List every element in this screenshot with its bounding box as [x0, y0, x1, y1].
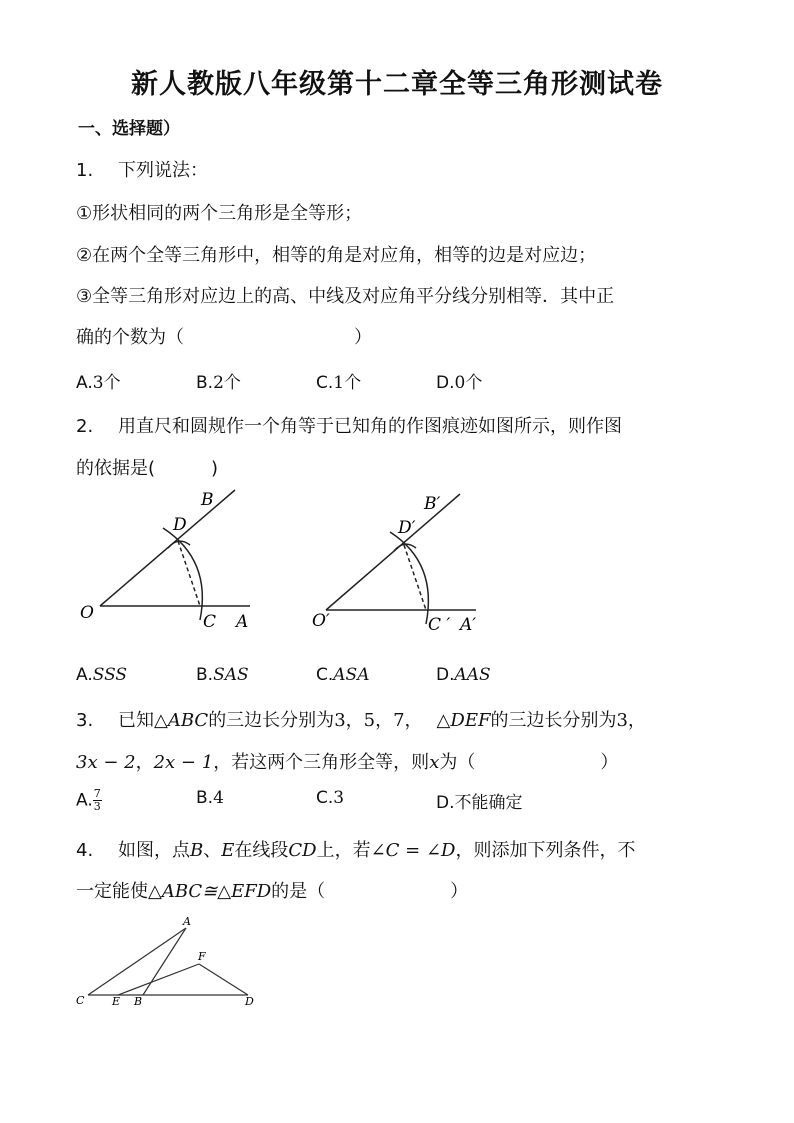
label-d-prime: D′	[398, 518, 416, 538]
segment-ca	[88, 928, 186, 995]
q3-option-b: B.4	[196, 788, 224, 808]
q2-question: 的依据是( )	[76, 458, 219, 479]
q1-statement-1: ①形状相同的两个三角形是全等形；	[76, 203, 363, 224]
q2-figures	[0, 480, 794, 640]
ray-ob	[100, 490, 235, 606]
q1-option-b: B.2个	[196, 373, 241, 393]
q1-option-c: C.1个	[316, 373, 362, 393]
label-o-prime: O′	[312, 611, 330, 631]
q3-stem: 3. 已知△ABC的三边长分别为3，5，7， △DEF的三边长分别为3，	[76, 710, 646, 731]
q4-number: 4.	[76, 840, 94, 861]
q3-number: 3.	[76, 710, 94, 731]
q4-question: 一定能使△ABC≅△EFD的是（ ）	[76, 881, 469, 902]
label-c-prime: C ′	[428, 615, 451, 635]
q4-figure	[0, 910, 794, 1020]
q1-option-d: D.0个	[436, 373, 483, 393]
q1-question: 确的个数为（ ）	[76, 327, 372, 348]
q2-option-d: D.AAS	[436, 665, 491, 685]
q1-stem: 1. 下列说法：	[76, 160, 208, 181]
q1-statement-2: ②在两个全等三角形中，相等的角是对应角，相等的边是对应边；	[76, 245, 597, 266]
q2-number: 2.	[76, 416, 94, 437]
q2-option-b: B.SAS	[196, 665, 249, 685]
segment-ef	[118, 964, 199, 995]
label-e: E	[112, 995, 121, 1008]
q3-option-c: C.3	[316, 788, 345, 808]
label-a-prime: A′	[460, 615, 477, 635]
fraction: $\frac{7}{3}$	[93, 787, 101, 813]
q2-option-c: C.ASA	[316, 665, 370, 685]
q1-option-a: A.3个	[76, 373, 121, 393]
page-title: 新人教版八年级第十二章全等三角形测试卷	[131, 69, 663, 100]
q2-stem: 2. 用直尺和圆规作一个角等于已知角的作图痕迹如图所示，则作图	[76, 416, 622, 437]
label-c: C	[76, 994, 85, 1007]
label-o: O	[80, 603, 94, 623]
section-heading: 一、选择题）	[78, 119, 180, 139]
label-a: A	[183, 915, 191, 928]
q2-figure-left	[100, 490, 250, 620]
q1-statement-3: ③全等三角形对应边上的高、中线及对应角平分线分别相等．其中正	[76, 286, 615, 307]
label-d: D	[173, 515, 187, 535]
label-f: F	[198, 950, 206, 963]
dashed-cd	[178, 541, 200, 606]
label-c: C	[203, 612, 217, 632]
label-a: A	[236, 612, 249, 632]
q1-number: 1.	[76, 160, 94, 181]
q2-figure-right	[326, 494, 476, 624]
q3-option-d: D.不能确定	[436, 793, 523, 813]
segment-fd	[199, 964, 248, 995]
q3-question: 3x − 2，2x − 1，若这两个三角形全等，则x为（ ）	[76, 752, 619, 773]
q2-option-a: A.SSS	[76, 665, 128, 685]
label-b: B	[134, 995, 143, 1008]
label-d: D	[245, 995, 254, 1008]
q4-stem: 4. 如图，点B、E在线段CD上，若∠C = ∠D，则添加下列条件，不	[76, 840, 636, 861]
q3-option-a: A. $\frac{7}{3}$	[76, 787, 101, 813]
label-b-prime: B′	[424, 494, 441, 514]
segment-ab	[143, 928, 186, 995]
label-b: B	[201, 490, 214, 510]
